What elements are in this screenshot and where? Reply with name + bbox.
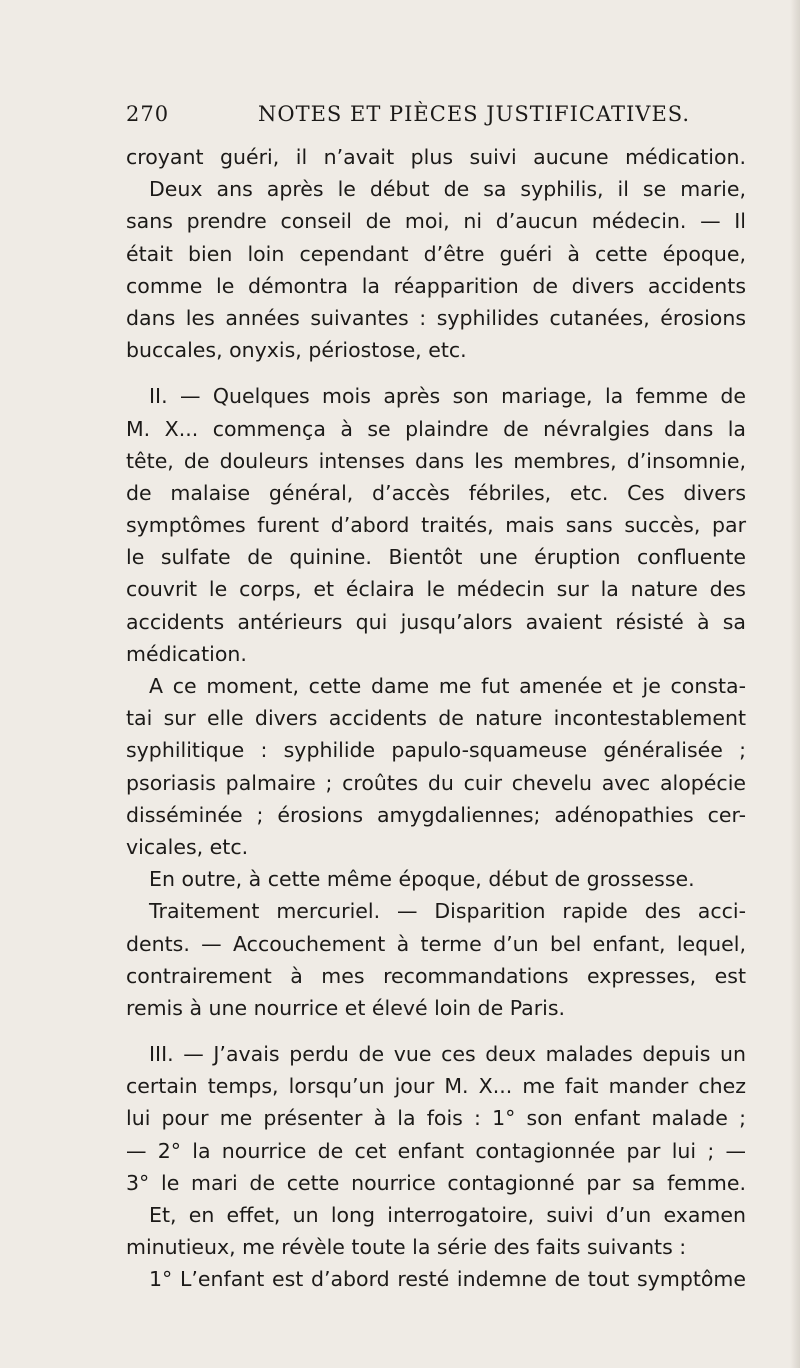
text-line: minutieux, me révèle toute la série des faits suivants : [126, 1235, 687, 1260]
text-line: accidents antérieurs qui jusqu’alors avaient résisté à sa [126, 609, 746, 634]
text-line: lui pour me présenter à la fois : 1° son enfant malade ; [126, 1106, 746, 1131]
text-line: syphilitique : syphilide papulo-squameuse généralisée ; [126, 738, 746, 763]
text-line: symptômes furent d’abord traités, mais sans succès, par [126, 513, 746, 538]
text-line: A ce moment, cette dame me fut amenée et je consta- [149, 674, 746, 698]
paragraph-gap [126, 366, 746, 380]
text-line: M. X... commença à se plaindre de névralgies dans la [126, 416, 746, 441]
text-line: dans les années suivantes : syphilides cutanées, érosions [126, 305, 746, 330]
text-line: sans prendre conseil de moi, ni d’aucun médecin. — Il [126, 209, 746, 234]
text-line: vicales, etc. [126, 834, 249, 859]
text-line: comme le démontra la réapparition de divers accidents [126, 273, 746, 298]
page-number: 270 [126, 102, 170, 126]
text-line: Deux ans après le début de sa syphilis, il se marie, [149, 177, 746, 202]
text-line: le sulfate de quinine. Bientôt une éruption confluente [126, 545, 746, 570]
text-line: contrairement à mes recommandations expresses, est [126, 963, 746, 988]
body-text [126, 141, 746, 1296]
text-line: dents. — Accouchement à terme d’un bel enfant, lequel, [126, 931, 746, 956]
paragraph-gap [126, 1024, 746, 1038]
text-line: disséminée ; érosions amygdaliennes; adénopathies cer- [126, 802, 746, 827]
text-line: couvrit le corps, et éclaira le médecin sur la nature des [126, 577, 746, 602]
text-line: de malaise général, d’accès fébriles, etc. Ces divers [126, 480, 746, 505]
text-line: psoriasis palmaire ; croûtes du cuir chevelu avec alopécie [126, 770, 746, 795]
text-line: II. — Quelques mois après son mariage, la femme de [149, 384, 746, 409]
text-line: 1° L’enfant est d’abord resté indemne de tout symptôme [149, 1267, 746, 1292]
text-line: était bien loin cependant d’être guéri à cette époque, [126, 241, 746, 266]
page-edge-shadow [790, 0, 800, 1368]
text-line: croyant guéri, il n’avait plus suivi aucune médication. [126, 145, 746, 169]
text-line: buccales, onyxis, périostose, etc. [126, 338, 467, 363]
text-line: — 2° la nourrice de cet enfant contagionnée par lui ; — [126, 1138, 746, 1163]
text-line: Et, en effet, un long interrogatoire, suivi d’un examen [149, 1203, 746, 1227]
text-line: remis à une nourrice et élevé loin de Paris. [126, 995, 566, 1020]
text-line: tai sur elle divers accidents de nature incontestablement [126, 706, 746, 731]
text-line: 3° le mari de cette nourrice contagionné par sa femme. [126, 1170, 746, 1195]
text-line: tête, de douleurs intenses dans les membres, d’insomnie, [126, 448, 746, 473]
running-title: NOTES ET PIÈCES JUSTIFICATIVES. [258, 102, 691, 126]
text-line: médication. [126, 641, 247, 666]
text-line: III. — J’avais perdu de vue ces deux malades depuis un [149, 1042, 746, 1067]
text-line: Traitement mercuriel. — Disparition rapide des acci- [149, 899, 746, 924]
text-line: En outre, à cette même époque, début de grossesse. [149, 867, 695, 892]
text-line: certain temps, lorsqu’un jour M. X... me fait mander chez [126, 1074, 746, 1099]
page-header [126, 102, 746, 132]
